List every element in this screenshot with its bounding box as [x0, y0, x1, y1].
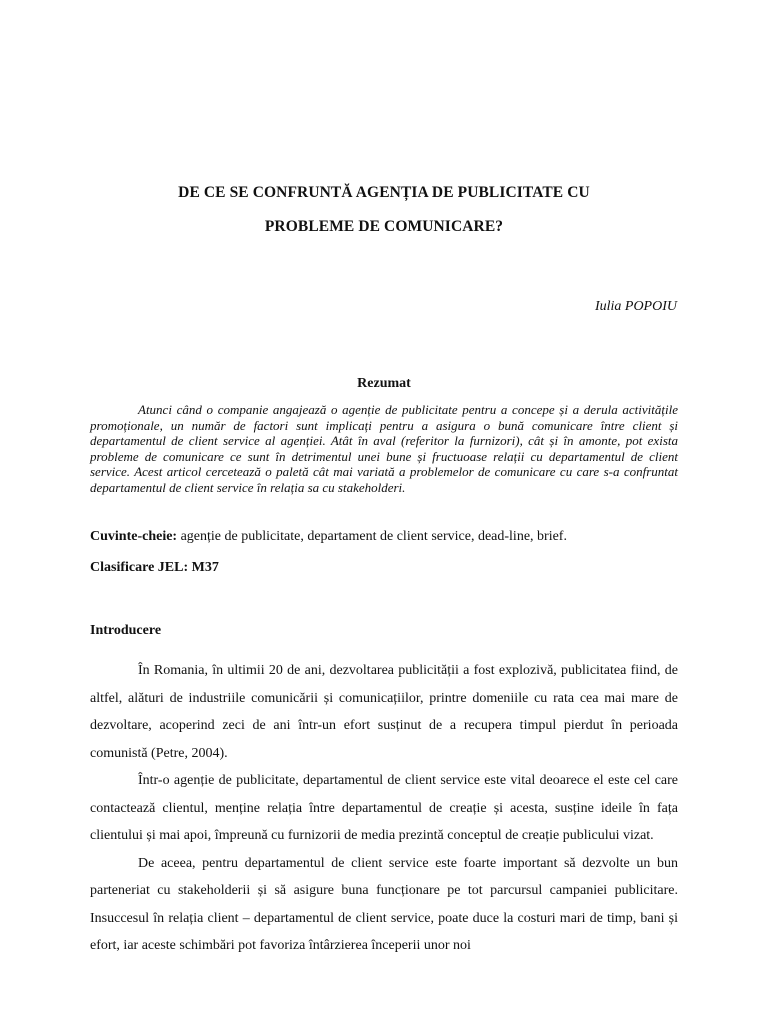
paper-title-line-1: DE CE SE CONFRUNTĂ AGENȚIA DE PUBLICITATE CU — [178, 184, 590, 201]
body-paragraph: Într-o agenție de publicitate, departamentul de client service este vital deoarece el este cel care contactează clientul, menține relația între departamentul de creație și acesta, susține ideile în fața clientului și mai apoi, împreună cu furnizorii de media prezintă conceptul de creație publicului vizat. — [90, 773, 678, 843]
author-name: Iulia POPOIU — [594, 299, 677, 314]
abstract-heading: Rezumat — [357, 376, 411, 391]
jel-classification: Clasificare JEL: M37 — [90, 560, 219, 575]
keywords-line — [90, 529, 678, 545]
paper-title — [100, 176, 668, 244]
abstract-text: Atunci când o companie angajează o agenție de publicitate pentru a concepe și a derula activitățile promoționale, un număr de factori sunt implicați pentru a asigura o bună comunicare între client și departamentul de client service al agenției. Atât în aval (referitor la furnizori), cât și în amonte, pot exista probleme de comunicare ce sunt în detrimentul unei bune și fructuoase relații cu departamentul de client service. Acest articol cercetează o paletă cât mai variată a problemelor de comunicare cu care s-a confruntat departamentul de client service în relația sa cu stakeholderi. — [90, 402, 678, 495]
keywords-label: Cuvinte-cheie: — [90, 529, 178, 544]
body-paragraph: În Romania, în ultimii 20 de ani, dezvoltarea publicității a fost explozivă, publicitatea fiind, de altfel, alături de industriile comunicării și comunicațiilor, printre domeniile cu rata cea mai mare de dezvoltare, acoperind zeci de ani într-un efort susținut de a recupera timpul pierdut în perioada comunistă (Petre, 2004). — [90, 663, 678, 761]
keywords-text: agenție de publicitate, departament de client service, dead-line, brief. — [177, 529, 567, 544]
body-text — [90, 657, 678, 960]
body-paragraph: De aceea, pentru departamentul de client service este foarte important să dezvolte un bun parteneriat cu stakeholderii și să asigure buna funcționare pe tot parcursul campaniei publicitare. Insuccesul în relația client – departamentul de client service, poate duce la costuri mari de timp, bani și efort, iar aceste schimbări pot favoriza întârzierea începerii unor noi — [90, 855, 678, 953]
section-heading-introducere: Introducere — [90, 623, 162, 638]
paper-title-line-2: PROBLEME DE COMUNICARE? — [264, 218, 504, 235]
